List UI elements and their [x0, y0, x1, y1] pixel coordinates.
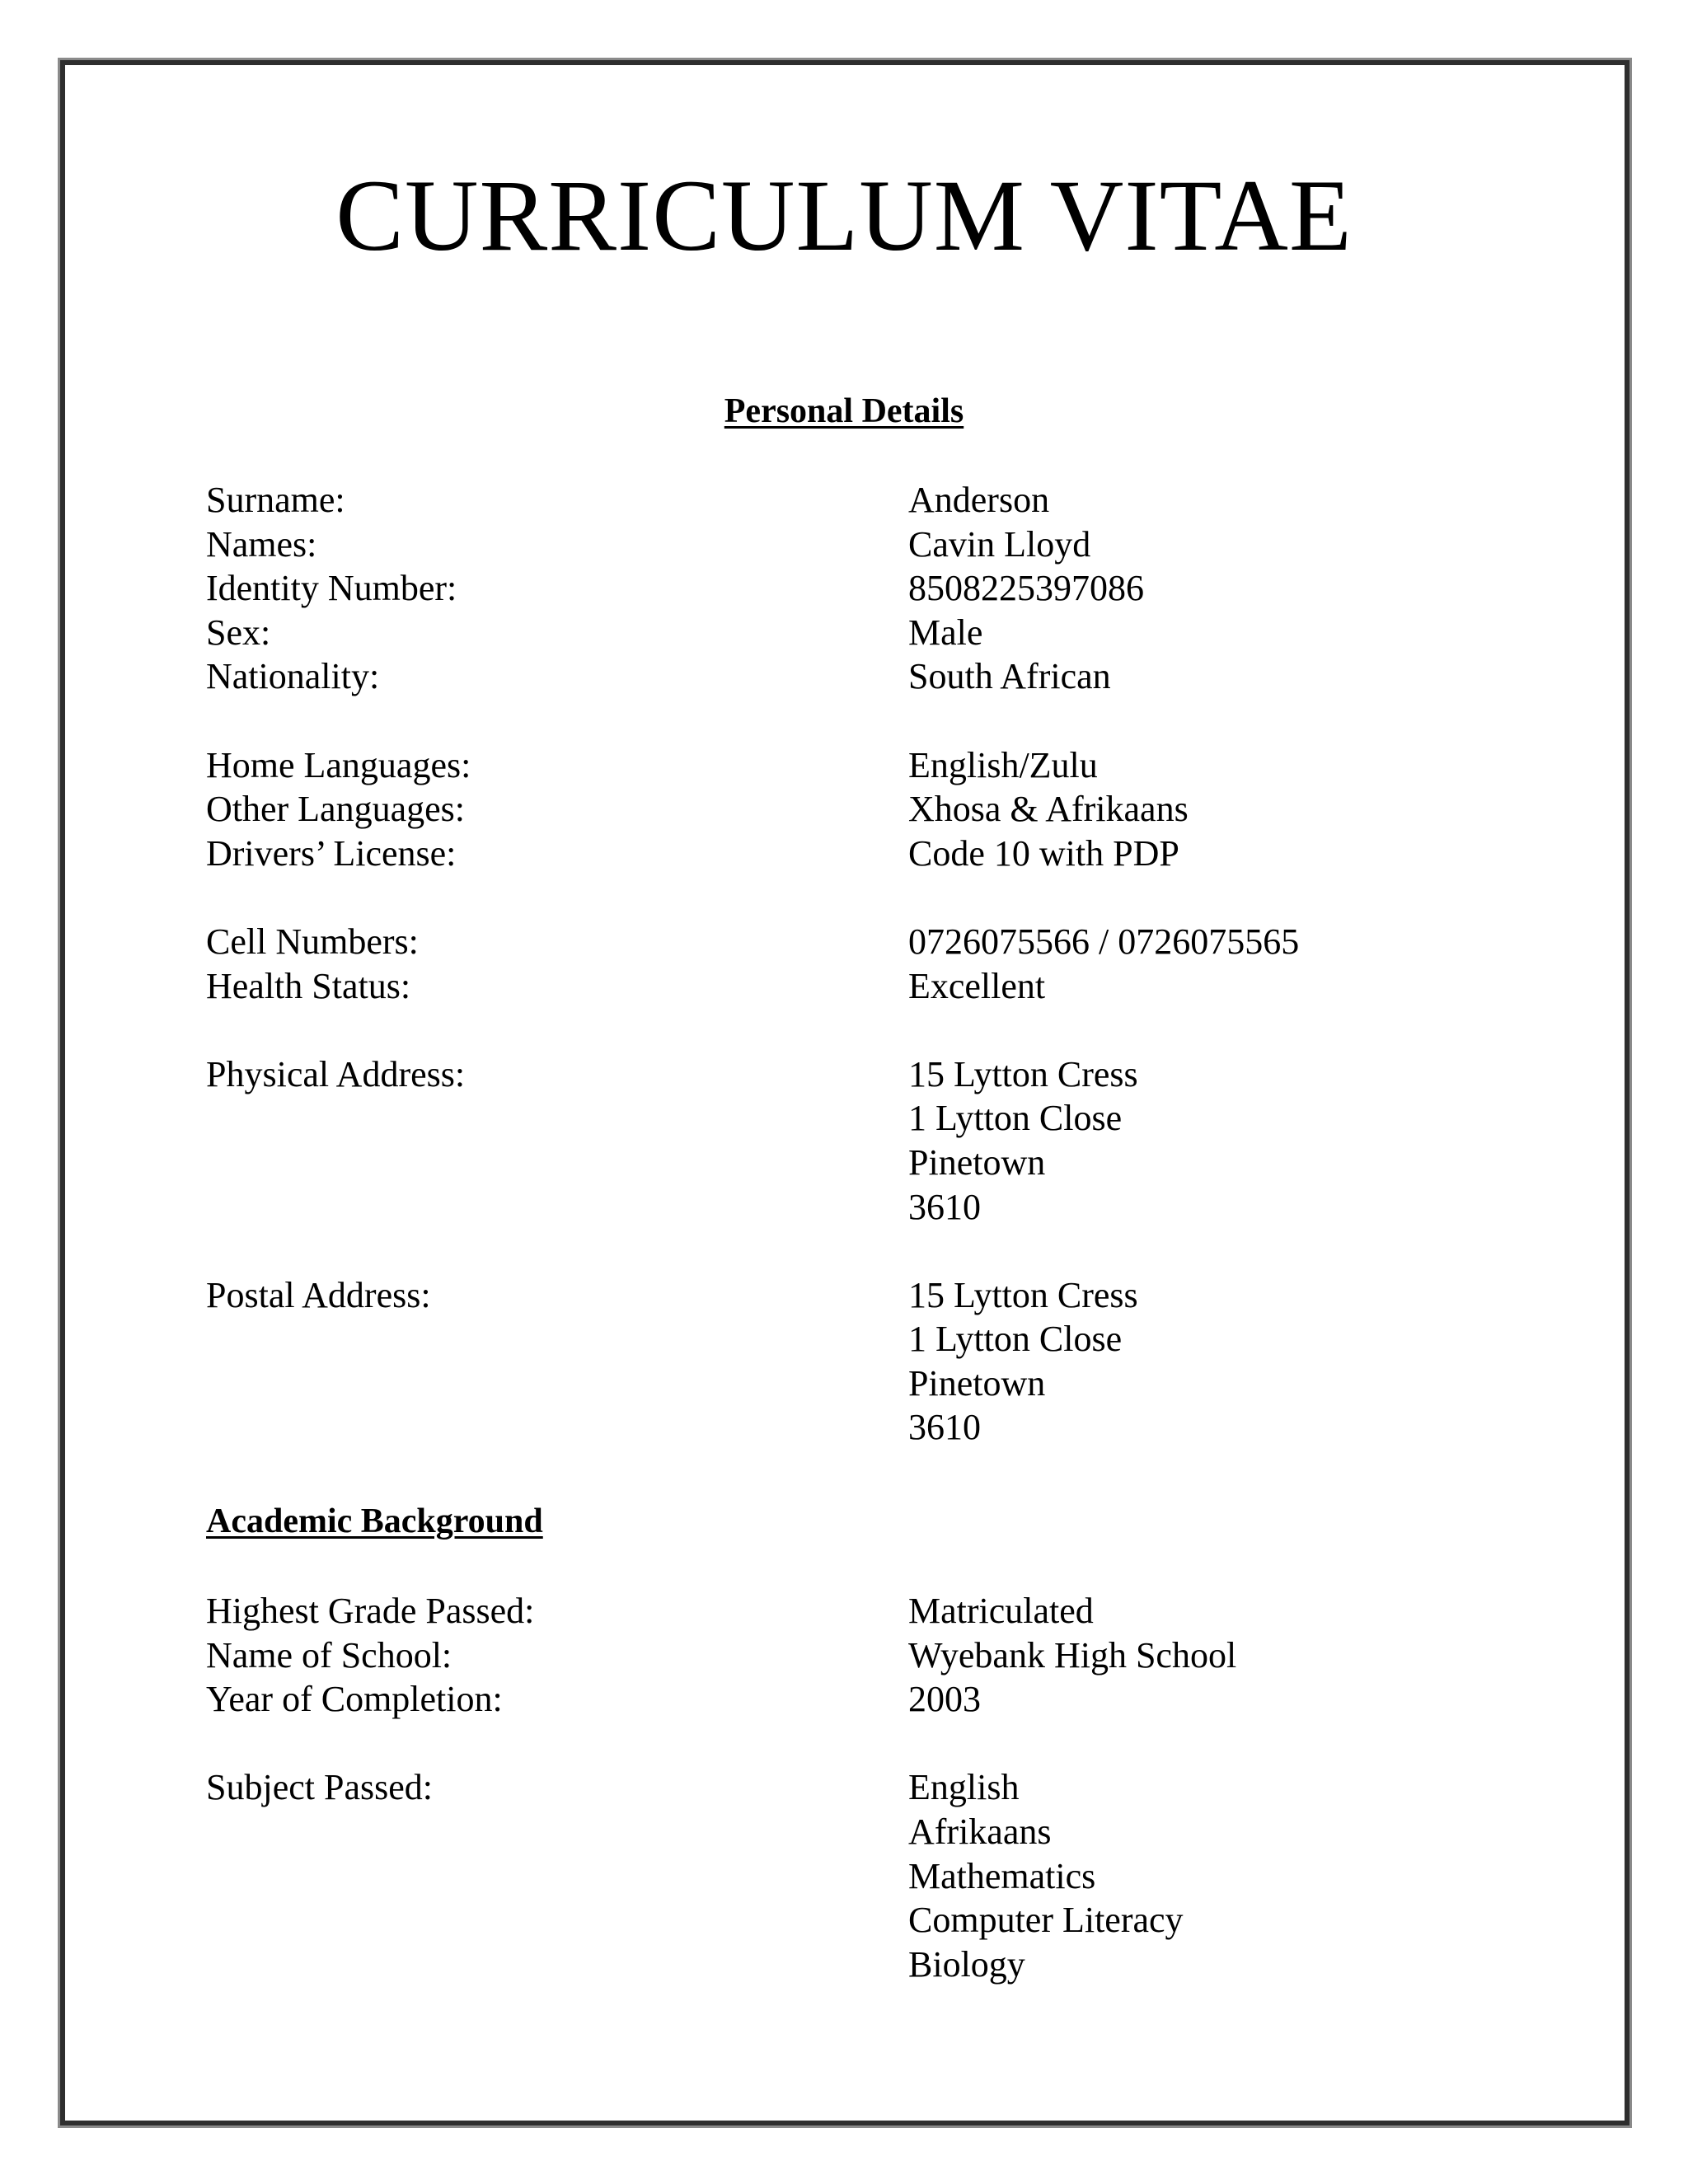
- physical-address-line: 15 Lytton Cress: [908, 1053, 1138, 1094]
- subject-item: Afrikaans: [908, 1811, 1052, 1852]
- home-languages-row: [206, 743, 1607, 788]
- highest-grade-value: Matriculated: [908, 1591, 1094, 1631]
- names-row: [206, 523, 1607, 567]
- highest-grade-row: [206, 1589, 1607, 1633]
- cell-numbers-label: Cell Numbers:: [206, 921, 419, 962]
- subject-item: English: [908, 1767, 1020, 1808]
- nationality-label: Nationality:: [206, 656, 380, 697]
- drivers-license-value: Code 10 with PDP: [908, 832, 1179, 874]
- postal-address-line: 15 Lytton Cress: [908, 1274, 1138, 1315]
- nationality-row: [206, 654, 1607, 699]
- school-name-label: Name of School:: [206, 1634, 452, 1675]
- drivers-license-label: Drivers’ License:: [206, 832, 457, 874]
- year-completed-label: Year of Completion:: [206, 1679, 503, 1720]
- spacer: [206, 1008, 1607, 1052]
- spacer: [206, 1229, 1607, 1273]
- spacer: [206, 1722, 1607, 1766]
- subject-item: Computer Literacy: [908, 1900, 1184, 1941]
- physical-address-line: 1 Lytton Close: [908, 1098, 1123, 1139]
- cell-numbers-value: 0726075566 / 0726075565: [908, 921, 1300, 962]
- other-languages-label: Other Languages:: [206, 789, 465, 830]
- home-languages-label: Home Languages:: [206, 744, 471, 785]
- physical-address-line: 3610: [908, 1186, 981, 1227]
- health-status-row: [206, 964, 1607, 1009]
- postal-address-line: 1 Lytton Close: [908, 1319, 1123, 1360]
- physical-address-row: [206, 1052, 1607, 1097]
- identity-number-value: 8508225397086: [908, 568, 1144, 609]
- document-title: CURRICULUM VITAE: [335, 159, 1353, 272]
- academic-background-heading: Academic Background: [206, 1502, 543, 1540]
- academic-background-list: [206, 1589, 1607, 1986]
- postal-address-line: Pinetown: [908, 1362, 1046, 1404]
- home-languages-value: English/Zulu: [908, 744, 1098, 785]
- postal-address-label: Postal Address:: [206, 1274, 431, 1315]
- names-value: Cavin Lloyd: [908, 523, 1091, 565]
- postal-address-row: [206, 1317, 1607, 1361]
- physical-address-row: [206, 1141, 1607, 1185]
- cell-numbers-row: [206, 920, 1607, 964]
- school-name-value: Wyebank High School: [908, 1634, 1237, 1675]
- physical-address-label: Physical Address:: [206, 1053, 466, 1094]
- physical-address-row: [206, 1185, 1607, 1230]
- personal-details-list: [206, 478, 1607, 1450]
- physical-address-row: [206, 1096, 1607, 1141]
- other-languages-row: [206, 787, 1607, 832]
- physical-address-line: Pinetown: [908, 1141, 1046, 1183]
- identity-number-label: Identity Number:: [206, 568, 457, 609]
- spacer: [206, 875, 1607, 920]
- surname-value: Anderson: [908, 480, 1050, 520]
- year-completed-value: 2003: [908, 1679, 981, 1720]
- subjects-row: [206, 1943, 1607, 1987]
- health-status-label: Health Status:: [206, 965, 411, 1006]
- subjects-label: Subject Passed:: [206, 1767, 433, 1808]
- identity-number-row: [206, 566, 1607, 611]
- postal-address-row: [206, 1361, 1607, 1406]
- postal-address-row: [206, 1273, 1607, 1318]
- drivers-license-row: [206, 832, 1607, 876]
- subject-item: Mathematics: [908, 1855, 1096, 1896]
- personal-details-heading: Personal Details: [724, 392, 964, 430]
- subjects-row: [206, 1898, 1607, 1943]
- names-label: Names:: [206, 523, 317, 565]
- surname-label: Surname:: [206, 480, 345, 520]
- highest-grade-label: Highest Grade Passed:: [206, 1591, 535, 1631]
- nationality-value: South African: [908, 656, 1111, 697]
- sex-value: Male: [908, 612, 983, 653]
- surname-row: [206, 478, 1607, 523]
- subjects-row: [206, 1765, 1607, 1810]
- health-status-value: Excellent: [908, 965, 1046, 1006]
- sex-label: Sex:: [206, 612, 271, 653]
- postal-address-line: 3610: [908, 1407, 981, 1448]
- postal-address-row: [206, 1405, 1607, 1450]
- spacer: [206, 699, 1607, 743]
- school-name-row: [206, 1633, 1607, 1678]
- year-completed-row: [206, 1677, 1607, 1722]
- subjects-row: [206, 1810, 1607, 1854]
- subject-item: Biology: [908, 1943, 1025, 1985]
- subjects-row: [206, 1854, 1607, 1899]
- sex-row: [206, 611, 1607, 655]
- other-languages-value: Xhosa & Afrikaans: [908, 789, 1189, 830]
